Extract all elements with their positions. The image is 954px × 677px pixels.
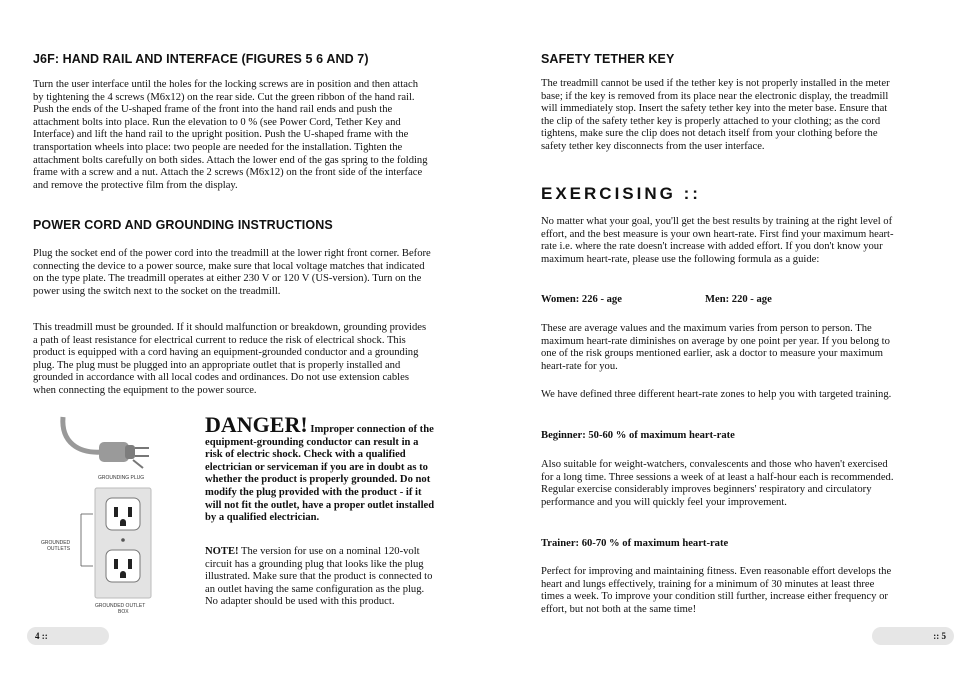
paragraph-grounding: This treadmill must be grounded. If it should malfunction or breakdown, grounding provides a path of least resistance for electrical current to reduce the risk of electrical shock. This product is equipped with a cord having an equipment-grounded conductor and a grounding plug. The plug must be plugged into an appropriate outlet that is properly installed and grounded in accordance with all local codes and ordinances. Do not use extension cables when connecting the equipment to the power source. [33,322,427,396]
section-heading-exercising: EXERCISING :: [541,184,701,203]
paragraph-trainer: Perfect for improving and maintaining fitness. Even reasonable effort develops the heart and lungs effectively, training for a minimum of 30 minutes at least three times a week. To improve your condition still further, increase either frequency or effort, but not both at the same time! [541,566,892,615]
page-number-right-label: :: 5 [933,631,946,641]
note-block [205,546,437,609]
grounding-figure [33,412,203,622]
zone-beginner-heading: Beginner: 50-60 % of maximum heart-rate [541,430,735,441]
label-grounding-plug: GROUNDING PLUG [98,475,145,481]
note-text: The version for use on a nominal 120-volt circuit has a grounding plug that looks like the plug illustrated. Make sure that the product is connected to an outlet having the same configuration as the plug. No adapter should be used with this product. [205,546,433,608]
paragraph-beginner: Also suitable for weight-watchers, convalescents and those who haven't exercised for a long time. Three sessions a week of at least a half-hour each is recommended. Regular exercise considerably improves beginners' respiratory and circulatory performance and you will quickly feel your improvement. [541,459,894,508]
paragraph-safety-tether: The treadmill cannot be used if the tether key is not properly installed in the meter base; if the key is removed from its place near the electronic display, the treadmill will immediately stop. Insert the safety tether key into the meter base. Ensure that the clip of the safety tether key is properly attached to your clothing; as the cord tightens, make sure the clip does not detach itself from your clothing before the safety tether key disconnects from the user interface. [541,78,890,152]
section-heading-power-cord: POWER CORD AND GROUNDING INSTRUCTIONS [33,218,333,232]
paragraph-hand-rail: Turn the user interface until the holes for the locking screws are in position and then attach by tightening the 4 screws (M6x12) on the rear side. Cut the green ribbon of the hand rail. Push the ends of the U-shaped frame of the front into the hand rail ends and push the attachment bolts into place. Run the elevation to 0 % (see Power Cord, Tether Key and Interface) and lift the hand rail to the upright position. Push the U-shaped frame with the transportation wheels into place: two people are needed for the installation. Tighten the attachment bolts carefully on both sides. Attach the lower end of the gas spring to the folding frame with a screw and a nut. Attach the 2 screws (M6x12) on the front side of the interface and remove the protective film from the display. [33,79,428,191]
plug-and-outlet-illustration [33,412,203,622]
paragraph-average-values: These are average values and the maximum varies from person to person. The maximum heart-rate diminishes on average by one point per year. If you belong to one of the risk groups mentioned earlier, ask a doctor to measure your maximum heart-rate for you. [541,323,890,372]
note-label: NOTE! [205,546,239,557]
label-outlet-box-1: GROUNDED OUTLET [95,603,146,609]
paragraph-exercising-intro: No matter what your goal, you'll get the best results by training at the right level of effort, and the best measure is your own heart-rate. First find your maximum heart-rate i.e. where the rate doesn't increase with added effort. If you don't know your maximum heart-rate, please use the following formula as a guide: [541,216,894,265]
page-number-right [872,627,954,645]
formula-women: Women: 226 - age [541,294,622,305]
page-number-left [27,627,109,645]
danger-text: Improper connection of the equipment-grounding conductor can result in a risk of electric shock. Check with a qualified electrician or serviceman if you are in doubt as to whether the product is properly grounded. Do not modify the plug provided with the product - if it will not fit the outlet, have a proper outlet installed by a qualified electrician. [205,424,435,524]
label-grounded-outlets-2: OUTLETS [47,546,71,552]
label-outlet-box-2: BOX [118,609,129,615]
paragraph-heart-rate-zones: We have defined three different heart-rate zones to help you with targeted training. [541,389,892,400]
danger-warning [205,414,437,525]
paragraph-power-cord: Plug the socket end of the power cord into the treadmill at the lower right front corner. Before connecting the device to a power source, make sure that local voltage matches that indicated on the type plate. The treadmill operates at either 230 V or 120 V (US-version). Turn on the power using the switch next to the socket on the treadmill. [33,248,431,297]
page-number-left-label: 4 :: [35,631,48,641]
formula-men: Men: 220 - age [705,294,772,305]
zone-trainer-heading: Trainer: 60-70 % of maximum heart-rate [541,538,729,549]
label-grounded-outlets-1: GROUNDED [41,540,71,546]
section-heading-hand-rail: J6F: HAND RAIL AND INTERFACE (FIGURES 5 6 AND 7) [33,52,369,66]
section-heading-safety-tether: SAFETY TETHER KEY [541,52,675,66]
danger-title: DANGER! [205,412,308,437]
